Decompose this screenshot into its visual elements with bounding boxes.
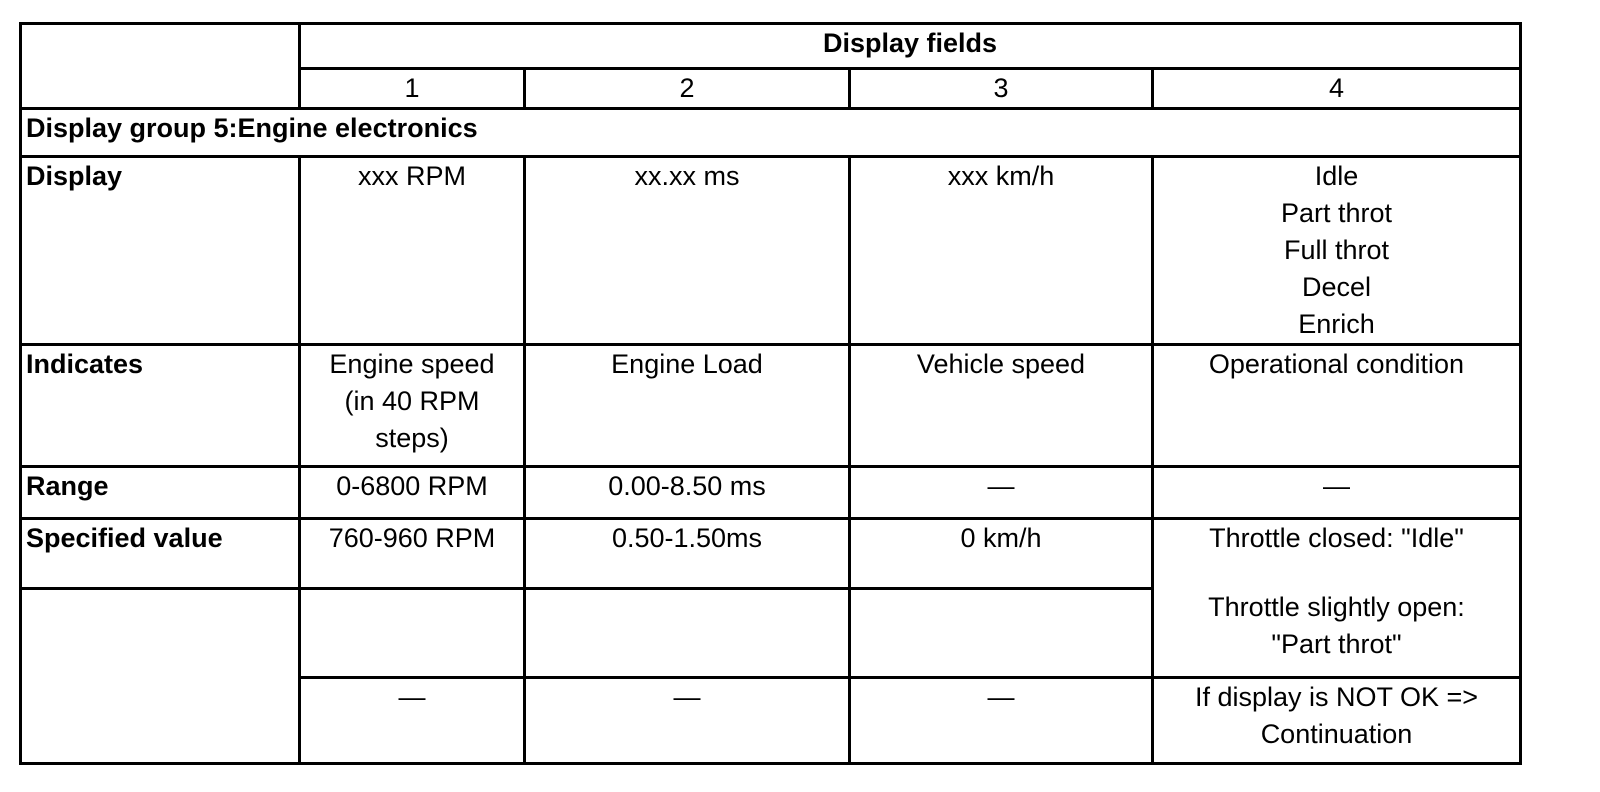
last-field-2: — bbox=[525, 678, 850, 764]
range-field-3: — bbox=[850, 467, 1153, 519]
range-row bbox=[21, 467, 1521, 519]
indicates-field-1-line: Engine speed bbox=[329, 349, 495, 379]
specified-empty-label bbox=[21, 589, 300, 764]
display-field-1: xxx RPM bbox=[300, 157, 525, 345]
display-field-4-line: Decel bbox=[1301, 272, 1372, 302]
specified-sub-field-1 bbox=[300, 589, 525, 678]
indicates-field-4: Operational condition bbox=[1153, 345, 1521, 467]
column-header-1: 1 bbox=[300, 69, 525, 109]
display-group-table bbox=[19, 22, 1522, 765]
range-field-1: 0-6800 RPM bbox=[300, 467, 525, 519]
last-field-4-line: If display is NOT OK => bbox=[1194, 682, 1479, 712]
last-field-3: — bbox=[850, 678, 1153, 764]
indicates-field-2: Engine Load bbox=[525, 345, 850, 467]
specified-row bbox=[21, 519, 1521, 589]
specified-field-4b-line: "Part throt" bbox=[1271, 628, 1402, 659]
display-field-4-line: Idle bbox=[1314, 161, 1359, 191]
column-header-2: 2 bbox=[525, 69, 850, 109]
specified-field-1: 760-960 RPM bbox=[300, 519, 525, 589]
last-field-1: — bbox=[300, 678, 525, 764]
display-group-title: Display group 5:Engine electronics bbox=[21, 109, 1521, 157]
specified-sub-field-3 bbox=[850, 589, 1153, 678]
display-field-2: xx.xx ms bbox=[525, 157, 850, 345]
specified-field-3: 0 km/h bbox=[850, 519, 1153, 589]
display-row-label: Display bbox=[21, 157, 300, 345]
header-row-title bbox=[21, 24, 1521, 69]
last-field-4-line: Continuation bbox=[1260, 719, 1413, 749]
specified-subrow bbox=[21, 589, 1521, 678]
specified-field-4a: Throttle closed: "Idle" bbox=[1153, 519, 1521, 589]
display-field-4-line: Part throt bbox=[1280, 198, 1393, 228]
display-fields-header: Display fields bbox=[300, 24, 1521, 69]
group-row bbox=[21, 109, 1521, 157]
specified-field-4b bbox=[1153, 589, 1521, 678]
specified-field-4b-line: Throttle slightly open: bbox=[1208, 591, 1465, 622]
indicates-field-1 bbox=[300, 345, 525, 467]
last-field-4 bbox=[1153, 678, 1521, 764]
indicates-row-label: Indicates bbox=[21, 345, 300, 467]
range-row-label: Range bbox=[21, 467, 300, 519]
display-field-4-line: Enrich bbox=[1298, 309, 1375, 339]
indicates-field-1-line: steps) bbox=[375, 423, 449, 453]
range-field-2: 0.00-8.50 ms bbox=[525, 467, 850, 519]
display-row bbox=[21, 157, 1521, 345]
column-header-3: 3 bbox=[850, 69, 1153, 109]
specified-field-2: 0.50-1.50ms bbox=[525, 519, 850, 589]
display-field-4 bbox=[1153, 157, 1521, 345]
indicates-field-1-line: (in 40 RPM bbox=[344, 386, 480, 416]
indicates-row bbox=[21, 345, 1521, 467]
specified-sub-field-2 bbox=[525, 589, 850, 678]
header-corner-cell bbox=[21, 24, 300, 109]
range-field-4: — bbox=[1153, 467, 1521, 519]
indicates-field-3: Vehicle speed bbox=[850, 345, 1153, 467]
display-field-4-line: Full throt bbox=[1283, 235, 1390, 265]
display-field-3: xxx km/h bbox=[850, 157, 1153, 345]
specified-row-label: Specified value bbox=[21, 519, 300, 589]
column-header-4: 4 bbox=[1153, 69, 1521, 109]
